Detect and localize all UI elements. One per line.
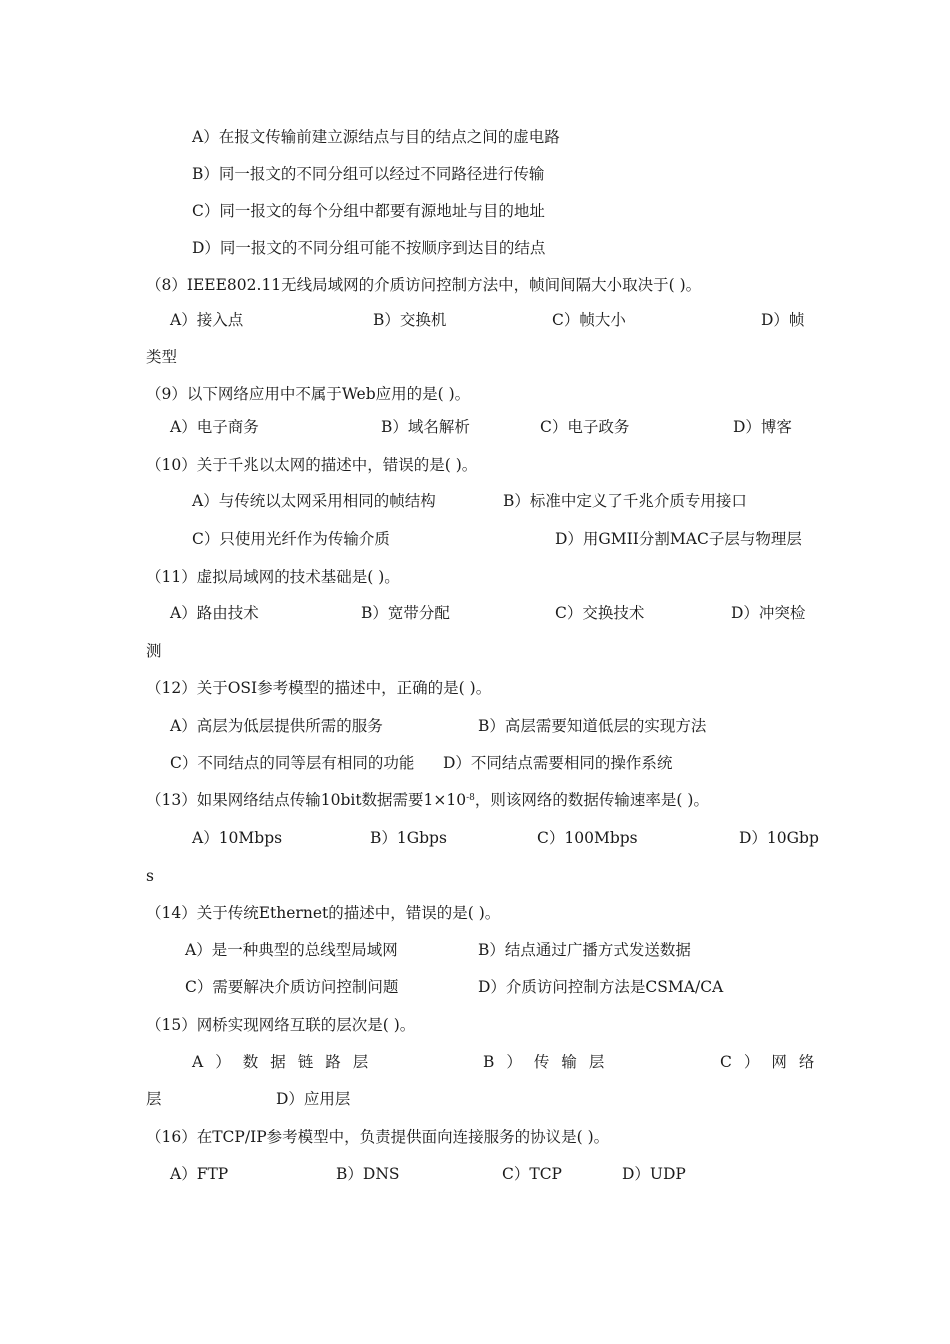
q8-stem: （8）IEEE802.11无线局域网的介质访问控制方法中，帧间间隔大小取决于( )。: [146, 276, 702, 294]
q7-option-d: D）同一报文的不同分组可能不按顺序到达目的结点: [192, 239, 546, 257]
q16-option-c: C）TCP: [502, 1165, 562, 1183]
q9-stem: （9）以下网络应用中不属于Web应用的是( )。: [146, 385, 471, 403]
q16-option-b: B）DNS: [336, 1165, 400, 1183]
q12-option-d: D）不同结点需要相同的操作系统: [443, 754, 673, 772]
q10-stem: （10）关于千兆以太网的描述中，错误的是( )。: [146, 456, 478, 474]
q8-option-c: C）帧大小: [552, 311, 626, 329]
q14-option-b: B）结点通过广播方式发送数据: [478, 941, 691, 959]
q12-option-a: A）高层为低层提供所需的服务: [170, 717, 383, 735]
q11-option-d: D）冲突检: [731, 604, 806, 622]
q12-option-b: B）高层需要知道低层的实现方法: [478, 717, 707, 735]
q9-option-c: C）电子政务: [540, 418, 630, 436]
q15-option-a: A）数据链路层: [192, 1053, 381, 1071]
q14-option-d: D）介质访问控制方法是CSMA/CA: [478, 978, 724, 996]
q14-option-a: A）是一种典型的总线型局域网: [185, 941, 398, 959]
q11-option-b: B）宽带分配: [361, 604, 450, 622]
q11-option-a: A）路由技术: [170, 604, 259, 622]
q13-option-b: B）1Gbps: [370, 829, 447, 847]
q9-option-b: B）域名解析: [381, 418, 470, 436]
q14-option-c: C）需要解决介质访问控制问题: [185, 978, 399, 996]
q13-option-c: C）100Mbps: [537, 829, 638, 847]
q16-option-d: D）UDP: [622, 1165, 686, 1183]
q13-option-d: D）10Gbp: [739, 829, 819, 847]
q10-option-c: C）只使用光纤作为传输介质: [192, 530, 390, 548]
q13-stem-pre: （13）如果网络结点传输10bit数据需要1×10: [146, 791, 467, 809]
q15-option-d: D）应用层: [276, 1090, 351, 1108]
q10-option-a: A）与传统以太网采用相同的帧结构: [192, 492, 436, 510]
q9-option-a: A）电子商务: [170, 418, 259, 436]
q10-option-d: D）用GMII分割MAC子层与物理层: [555, 530, 802, 548]
q15-option-c: C）网络: [720, 1053, 827, 1071]
q8-option-d: D）帧: [761, 311, 805, 329]
q14-stem: （14）关于传统Ethernet的描述中，错误的是( )。: [146, 904, 501, 922]
q11-option-d-cont: 测: [146, 642, 162, 660]
q7-option-c: C）同一报文的每个分组中都要有源地址与目的地址: [192, 202, 545, 220]
q15-option-c-cont: 层: [146, 1090, 162, 1108]
q10-option-b: B）标准中定义了千兆介质专用接口: [503, 492, 747, 510]
q16-option-a: A）FTP: [170, 1165, 229, 1183]
q13-option-a: A）10Mbps: [192, 829, 283, 847]
q8-option-b: B）交换机: [373, 311, 447, 329]
q12-stem: （12）关于OSI参考模型的描述中，正确的是( )。: [146, 679, 492, 697]
q7-option-a: A）在报文传输前建立源结点与目的结点之间的虚电路: [192, 128, 560, 146]
q13-option-d-cont: s: [146, 867, 154, 885]
q7-option-b: B）同一报文的不同分组可以经过不同路径进行传输: [192, 165, 545, 183]
q16-stem: （16）在TCP/IP参考模型中，负责提供面向连接服务的协议是( )。: [146, 1128, 610, 1146]
q9-option-d: D）博客: [733, 418, 792, 436]
q13-stem-post: ，则该网络的数据传输速率是( )。: [474, 791, 709, 809]
q13-stem-exponent: -8: [466, 793, 475, 803]
q11-option-c: C）交换技术: [555, 604, 645, 622]
q12-option-c: C）不同结点的同等层有相同的功能: [170, 754, 415, 772]
q8-option-a: A）接入点: [170, 311, 244, 329]
q15-option-b: B）传输层: [483, 1053, 617, 1071]
q8-option-d-cont: 类型: [146, 348, 178, 366]
q13-stem: [146, 790, 709, 810]
q15-stem: （15）网桥实现网络互联的层次是( )。: [146, 1016, 416, 1034]
q11-stem: （11）虚拟局域网的技术基础是( )。: [146, 568, 400, 586]
